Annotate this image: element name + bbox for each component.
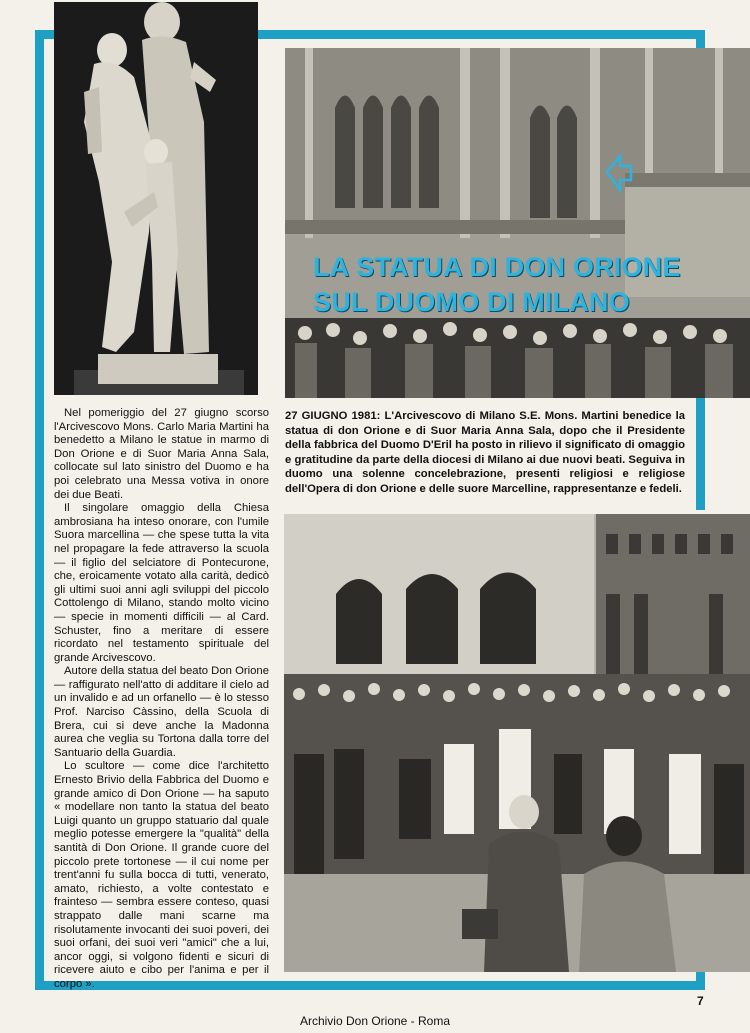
crowd-square-photo <box>284 514 750 972</box>
body-paragraph-2: Il singolare omaggio della Chiesa ambrosiana ha inteso onorare, con l'umile Suora marcellina — che spese tutta la vita nel propagare la fede attraverso la scuola — il figlio del selciatore di Pontecurone, che, eroicamente votato alla carità, dedicò gli ultimi suoi anni agli sviluppi del piccolo Cottolengo di Milano, stando molto vicino — specie in momenti difficili — al Card. Schuster, fino a meritare di essere ricordato nel testamento spirituale del grande Arcivescovo. <box>54 502 269 664</box>
headline-line-2: SUL DUOMO DI MILANO <box>313 287 630 317</box>
statue-photo <box>54 2 258 395</box>
headline-line-1: LA STATUA DI DON ORIONE <box>313 252 681 282</box>
frame-top-rule <box>35 30 55 39</box>
frame-top-right-rule <box>258 30 705 39</box>
article-headline <box>313 250 681 320</box>
photo-caption: 27 GIUGNO 1981: L'Arcivescovo di Milano S.E. Mons. Martini benedice la statua di don Orione e di Suor Maria Anna Sala, dopo che il Presidente della fabbrica del Duomo D'Eril ha posto in rilievo il significato di omaggio e gratitudine da parte della diocesi di Milano ai due nuovi beati. Seguiva in duomo una solenne concelebrazione, presenti religiosi e religiose dell'Opera di don Orione e delle suore Marcelline, rappresentanze e fedeli. <box>285 410 685 495</box>
archive-credit: Archivio Don Orione - Roma <box>299 1014 451 1028</box>
body-paragraph-3: Autore della statua del beato Don Orione — raffigurato nell'atto di additare il cielo ad un invalido e ad un orfanello — è lo stesso Prof. Narciso Càssino, della Scuola di Brera, cui si deve anche la Madonna aurea che veglia su Tortona dalla torre del Santuario della Guardia. <box>54 665 269 759</box>
page-number: 7 <box>697 994 704 1008</box>
frame-left-rule <box>35 30 44 990</box>
body-paragraph-1: Nel pomeriggio del 27 giugno scorso l'Arcivescovo Mons. Carlo Maria Martini ha benedetto a Milano le statue in marmo di Don Orione e di Suor Maria Anna Sala, collocate sul lato sinistro del Duomo e ha poi celebrato una Messa votiva in onore dei due Beati. <box>54 407 269 501</box>
body-paragraph-4: Lo scultore — come dice l'architetto Ernesto Brivio della Fabbrica del Duomo e grande amico di Don Orione — ha saputo « modellare non tanto la statua del beato Luigi quanto un gruppo statuario dal quale meglio potesse emergere la "qualità" della santità di Don Orione. Il grande cuore del piccolo prete tortonese — il cui nome per trent'anni fu sulla bocca di tutti, venerato, amato, richiesto, a volte contestato e frainteso — sembra essere conteso, quasi strappato dalle mani scarne ma risolutamente invocanti dei suoi poveri, dei suoi orfani, dei suoi veri "amici" che a lui, ancor oggi, si volgono fidenti e sicuri di ricevere aiuto e cibo per l'anima e per il corpo ». <box>54 760 269 990</box>
duomo-facade-photo <box>285 48 750 398</box>
frame-right-lower-rule <box>696 972 705 990</box>
article-body <box>54 407 269 992</box>
